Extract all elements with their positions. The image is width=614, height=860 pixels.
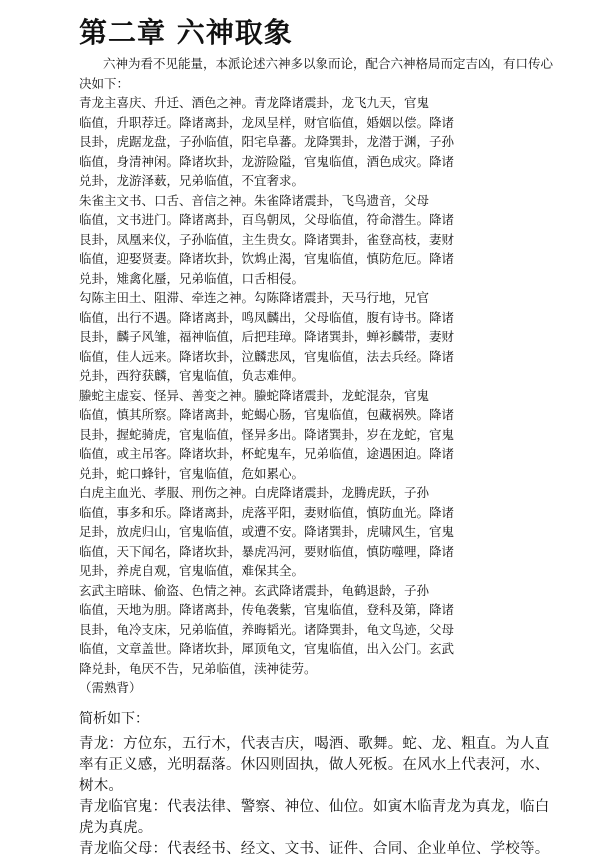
verse-line: 兑卦，西狩获麟，官鬼临值，负志难伸。	[79, 368, 305, 383]
memorize-note: （需熟背）	[79, 680, 142, 695]
verse-line: 临值，事多和乐。降诸离卦，虎落平阳，妻财临值，慎防血光。降诸	[79, 504, 455, 520]
verse-block	[79, 93, 554, 678]
verse-line: 艮卦，凤凰来仪，子孙临值，主生贵女。降诸巽卦，雀登高枝，妻财	[79, 231, 455, 247]
verse-line: 临值，身清神闲。降诸坎卦，龙游险隘，官鬼临值，酒色成灾。降诸	[79, 153, 455, 169]
verse-line: 艮卦，虎踞龙盘，子孙临值，阳宅阜蕃。龙降巽卦，龙潜于渊，子孙	[79, 134, 455, 149]
verse-line: 见卦，养虎自观，官鬼临值，难保其全。	[79, 563, 305, 578]
verse-line: 降兑卦，龟厌不告，兄弟临值，渎神徒劳。	[79, 660, 317, 676]
analysis-paragraph: 青龙临官鬼：代表法律、警察、神位、仙位。如寅木临青龙为真龙，临白虎为真虎。	[79, 799, 550, 836]
analysis-paragraph: 青龙：方位东，五行木，代表吉庆，喝酒、歌舞。蛇、龙、粗直。为人直率有正义感，光明磊落。休囚则固执，做人死板。在风水上代表河，水、树木。	[79, 736, 550, 794]
verse-line: 艮卦，龟冷支床，兄弟临值，养晦韬光。诸降巽卦，龟文鸟迹，父母	[79, 621, 455, 637]
verse-line: 玄武主暗昧、偷盗、色情之神。玄武降诸震卦，龟鹤退龄，子孙	[79, 582, 430, 598]
verse-line: 临值，迎娶贤妻。降诸坎卦，饮鸩止渴，官鬼临值，慎防危厄。降诸	[79, 251, 455, 266]
verse-line: 临值，文书进门。降诸离卦，百鸟朝凤，父母临值，符命潜生。降诸	[79, 212, 455, 227]
verse-line: 临值，文章盖世。降诸坎卦，犀顶龟文，官鬼临值，出入公门。玄武	[79, 641, 455, 656]
verse-line: 朱雀主文书、口舌、音信之神。朱雀降诸震卦，飞鸟遗音，父母	[79, 192, 430, 208]
verse-line: 白虎主血光、孝服、刑伤之神。白虎降诸震卦，龙腾虎跃，子孙	[79, 485, 430, 500]
analysis-block	[79, 734, 554, 860]
chapter-title: 第二章 六神取象	[79, 16, 293, 49]
verse-line: 临值，天地为朋。降诸离卦，传龟袭紫，官鬼临值，登科及第，降诸	[79, 602, 455, 617]
verse-line: 临值，慎其所察。降诸离卦，蛇蝎心肠，官鬼临值，包藏祸殃。降诸	[79, 407, 455, 422]
verse-line: 临值，或主吊客。降诸坎卦，杯蛇鬼车，兄弟临值，途遇困迫。降诸	[79, 446, 455, 461]
intro-paragraph: 六神为看不见能量，本派论述六神多以象而论，配合六神格局而定吉凶，有口传心决如下：	[79, 56, 554, 91]
analysis-paragraph: 青龙临父母：代表经书、经文、文书、证件、合同、企业单位、学校等。	[79, 841, 550, 857]
verse-line: 兑卦，蛇口蜂针，官鬼临值，危如累心。	[79, 465, 305, 481]
verse-line: 临值，升职荐迁。降诸离卦，龙凤呈样，财官临值，婚姻以偿。降诸	[79, 114, 455, 130]
verse-line: 兑卦，龙游泽薮，兄弟临值，不宜奢求。	[79, 173, 305, 188]
verse-line: 兑卦，雉禽化蜃，兄弟临值，口舌相侵。	[79, 270, 305, 286]
verse-line: 足卦，放虎归山，官鬼临值，或遭不安。降诸巽卦，虎啸风生，官鬼	[79, 524, 455, 539]
verse-line: 螣蛇主虚妄、怪异、善变之神。螣蛇降诸震卦，龙蛇混杂，官鬼	[79, 387, 430, 403]
analysis-heading: 简析如下：	[79, 711, 149, 727]
verse-line: 艮卦，麟子风雏，福神临值，后把珪璋。降诸巽卦，蝉衫麟带，妻财	[79, 329, 455, 344]
verse-line: 青龙主喜庆、升迁、酒色之神。青龙降诸震卦，龙飞九天，官鬼	[79, 95, 430, 110]
verse-line: 临值，佳人远来。降诸坎卦，泣麟悲凤，官鬼临值，法去兵经。降诸	[79, 348, 455, 364]
verse-line: 临值，天下闻名，降诸坎卦，暴虎冯河，要财临值，慎防噬哩，降诸	[79, 543, 455, 559]
verse-line: 临值，出行不遇。降诸离卦，鸣凤麟出，父母临值，腹有诗书。降诸	[79, 309, 455, 325]
verse-line: 勾陈主田土、阻滞、牵连之神。勾陈降诸震卦，天马行地，兄官	[79, 290, 430, 305]
verse-line: 艮卦，握蛇骑虎，官鬼临值，怪异多出。降诸巽卦，岁在龙蛇，官鬼	[79, 426, 455, 442]
